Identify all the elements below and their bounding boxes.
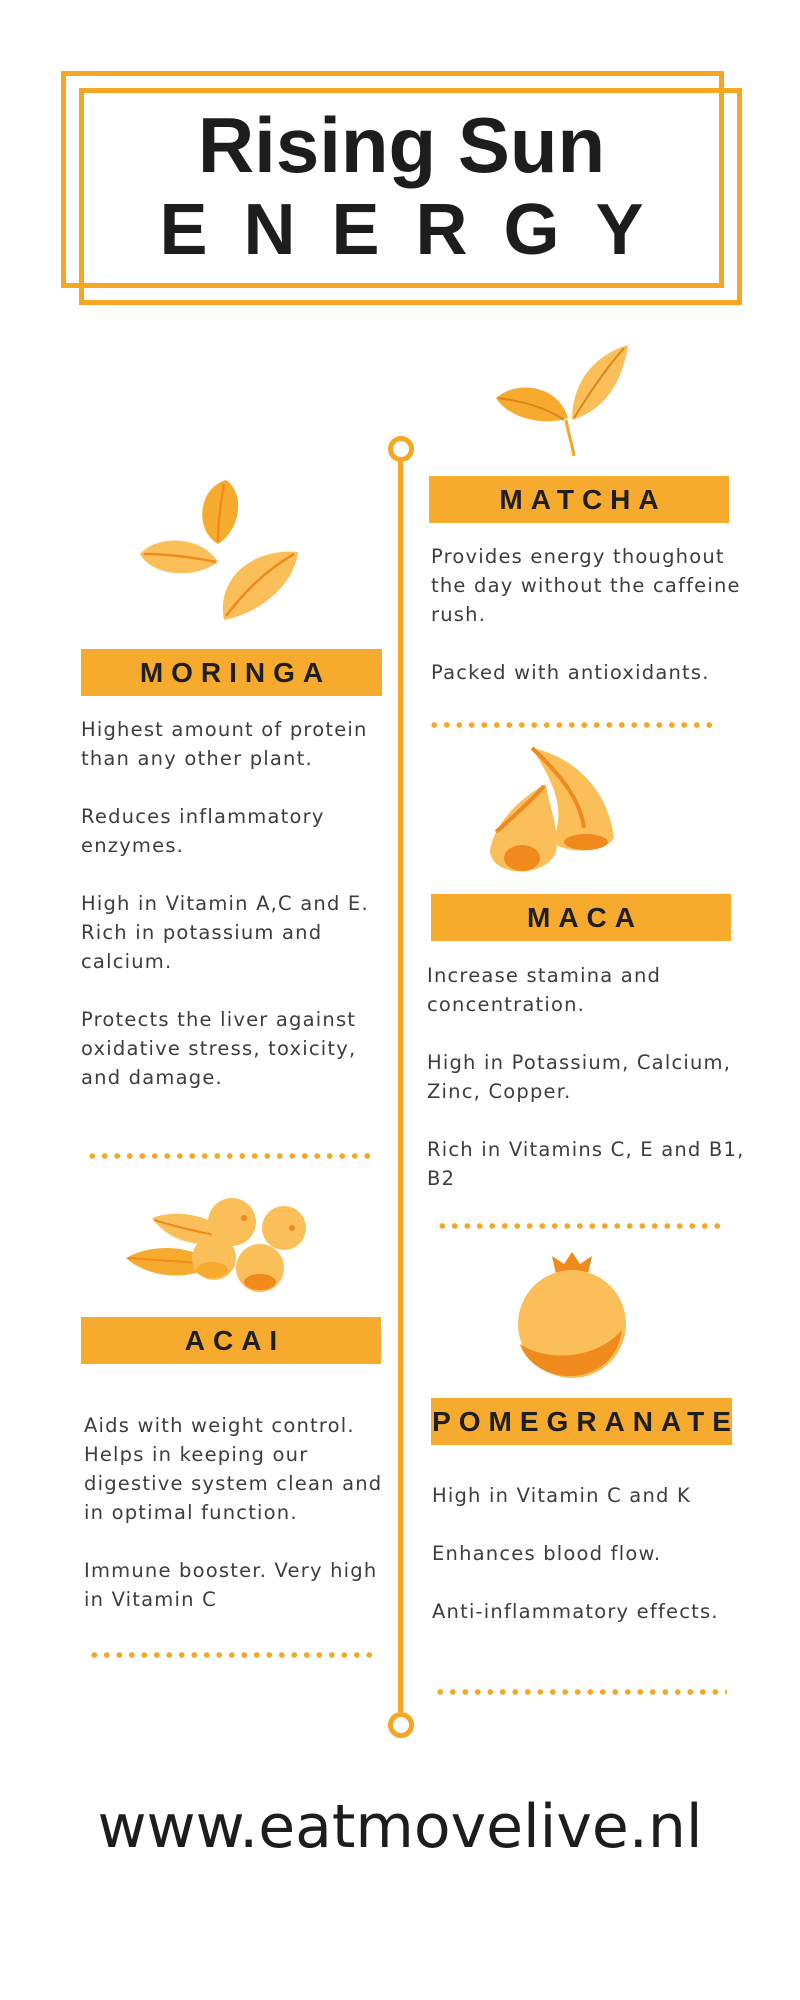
maca-divider <box>436 1223 722 1229</box>
maca-banner <box>431 894 731 941</box>
maca-description <box>427 961 767 1193</box>
moringa-paragraph: Protects the liver against oxidative stress, toxicity, and damage. <box>81 1008 357 1089</box>
title-main: Rising Sun <box>197 101 606 189</box>
matcha-description <box>431 542 761 687</box>
timeline-dot-top <box>388 436 414 462</box>
matcha-paragraph: Packed with antioxidants. <box>431 661 710 684</box>
pomegranate-paragraph: Enhances blood flow. <box>432 1542 662 1565</box>
acai-berry-icon <box>124 1198 310 1298</box>
pomegranate-icon <box>516 1252 630 1378</box>
maca-root-icon <box>486 742 626 878</box>
acai-paragraph: Immune booster. Very high in Vitamin C <box>84 1559 378 1611</box>
maca-paragraph: Increase stamina and concentration. <box>427 964 662 1016</box>
maca-paragraph: Rich in Vitamins C, E and B1, B2 <box>427 1138 745 1190</box>
pomegranate-label: POMEGRANATE <box>432 1405 739 1437</box>
matcha-leaf-icon <box>488 340 628 460</box>
maca-label: MACA <box>527 901 643 933</box>
moringa-label: MORINGA <box>139 656 332 688</box>
pomegranate-paragraph: Anti-inflammatory effects. <box>432 1600 719 1623</box>
matcha-paragraph: Provides energy thoughout the day without the caffeine rush. <box>431 545 741 626</box>
matcha-divider <box>428 722 714 728</box>
moringa-paragraph: High in Vitamin A,C and E. Rich in potassium and calcium. <box>81 892 369 973</box>
acai-description <box>84 1411 394 1614</box>
acai-paragraph: Aids with weight control. Helps in keeping our digestive system clean and in optimal function. <box>84 1414 383 1524</box>
pomegranate-paragraph: High in Vitamin C and K <box>432 1484 691 1507</box>
acai-banner <box>81 1317 381 1364</box>
moringa-paragraph: Reduces inflammatory enzymes. <box>81 805 325 857</box>
pomegranate-divider <box>434 1689 727 1695</box>
timeline-dot-bottom <box>388 1712 414 1738</box>
matcha-banner <box>429 476 729 523</box>
pomegranate-description <box>432 1481 752 1626</box>
moringa-description <box>81 715 391 1092</box>
matcha-label: MATCHA <box>499 483 667 515</box>
timeline-line <box>398 462 403 1712</box>
acai-divider <box>88 1652 374 1658</box>
acai-label: ACAI <box>184 1324 286 1356</box>
moringa-leaf-icon <box>138 474 306 626</box>
title-sub: ENERGY <box>159 190 680 270</box>
pomegranate-banner <box>431 1398 739 1445</box>
footer-url: www.eatmovelive.nl <box>97 1792 703 1862</box>
maca-paragraph: High in Potassium, Calcium, Zinc, Copper. <box>427 1051 732 1103</box>
moringa-banner <box>81 649 382 696</box>
moringa-paragraph: Highest amount of protein than any other plant. <box>81 718 368 770</box>
moringa-divider <box>86 1153 372 1159</box>
